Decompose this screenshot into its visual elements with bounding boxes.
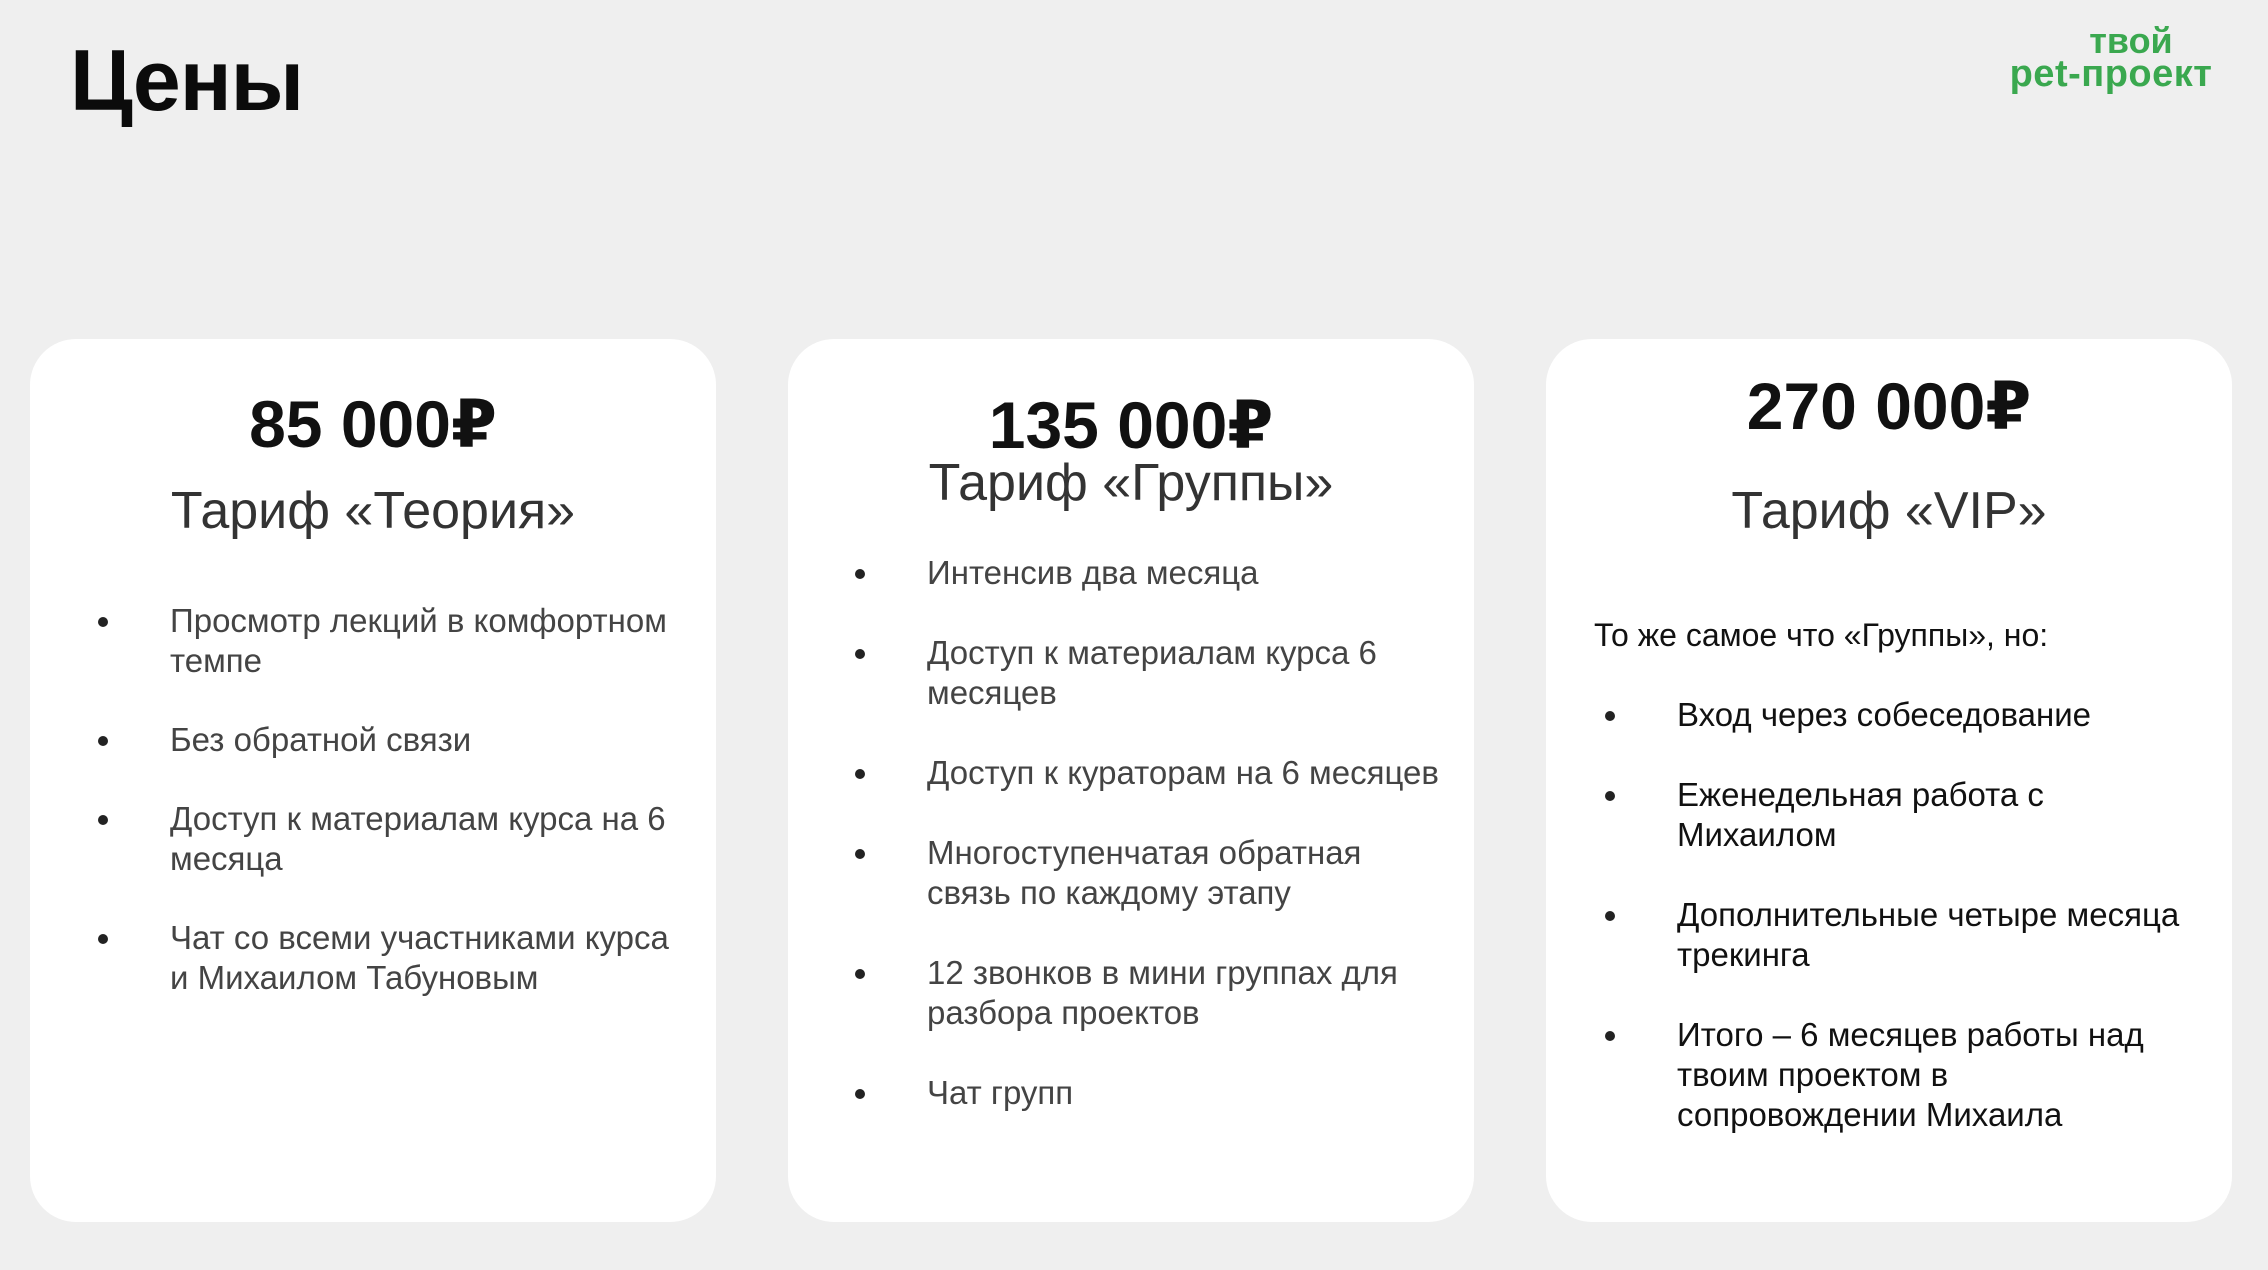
bullet-icon — [1605, 1031, 1615, 1041]
pricing-card-groups — [788, 339, 1474, 1222]
page-title: Цены — [70, 33, 304, 129]
feature-text: Чат со всеми участниками курса и Михаилом Табуновым — [170, 919, 669, 996]
bullet-icon — [1605, 791, 1615, 801]
feature-list — [1677, 695, 2197, 1175]
feature-item — [1677, 775, 2197, 855]
plan-intro: То же самое что «Группы», но: — [1594, 617, 2049, 653]
feature-text: Доступ к материалам курса на 6 месяца — [170, 800, 666, 877]
feature-list — [170, 601, 690, 1037]
feature-item — [170, 601, 690, 681]
feature-text: Доступ к материалам курса 6 месяцев — [927, 634, 1377, 711]
brand-logo — [1980, 20, 2242, 96]
feature-text: Многоступенчатая обратная связь по каждому этапу — [927, 834, 1362, 911]
feature-text: Дополнительные четыре месяца трекинга — [1677, 896, 2180, 973]
feature-text: Доступ к кураторам на 6 месяцев — [927, 754, 1439, 791]
bullet-icon — [98, 736, 108, 746]
plan-price: 85 000₽ — [249, 387, 497, 461]
bullet-icon — [855, 769, 865, 779]
feature-text: Без обратной связи — [170, 721, 472, 758]
plan-name: Тариф «VIP» — [1731, 482, 2047, 540]
feature-item — [1677, 1015, 2197, 1135]
feature-text: Итого – 6 месяцев работы над твоим проектом в сопровождении Михаила — [1677, 1016, 2144, 1133]
feature-item — [927, 1073, 1447, 1113]
bullet-icon — [855, 1089, 865, 1099]
feature-item — [927, 953, 1447, 1033]
feature-item — [927, 753, 1447, 793]
bullet-icon — [98, 934, 108, 944]
plan-price: 270 000₽ — [1746, 369, 2032, 443]
bullet-icon — [855, 849, 865, 859]
bullet-icon — [855, 969, 865, 979]
feature-item — [927, 633, 1447, 713]
feature-item — [1677, 695, 2197, 735]
logo-line-2: pet-проект — [2009, 53, 2213, 96]
plan-name: Тариф «Теория» — [170, 482, 576, 540]
bullet-icon — [98, 815, 108, 825]
feature-item — [927, 553, 1447, 593]
feature-text: 12 звонков в мини группах для разбора проектов — [927, 954, 1398, 1031]
plan-price: 135 000₽ — [988, 388, 1274, 462]
feature-item — [927, 833, 1447, 913]
bullet-icon — [1605, 911, 1615, 921]
feature-text: Просмотр лекций в комфортном темпе — [170, 602, 667, 679]
feature-item — [170, 799, 690, 879]
feature-text: Чат групп — [927, 1074, 1074, 1111]
feature-item — [1677, 895, 2197, 975]
bullet-icon — [98, 617, 108, 627]
bullet-icon — [1605, 711, 1615, 721]
feature-text: Еженедельная работа с Михаилом — [1677, 776, 2044, 853]
bullet-icon — [855, 569, 865, 579]
logo-line-1: твой — [2089, 20, 2173, 61]
plan-name: Тариф «Группы» — [928, 454, 1334, 512]
feature-item — [170, 918, 690, 998]
feature-text: Интенсив два месяца — [927, 554, 1259, 591]
bullet-icon — [855, 649, 865, 659]
feature-item — [170, 720, 690, 760]
pricing-card-vip — [1546, 339, 2232, 1222]
pricing-card-theory — [30, 339, 716, 1222]
feature-text: Вход через собеседование — [1677, 696, 2092, 733]
feature-list — [927, 553, 1447, 1153]
